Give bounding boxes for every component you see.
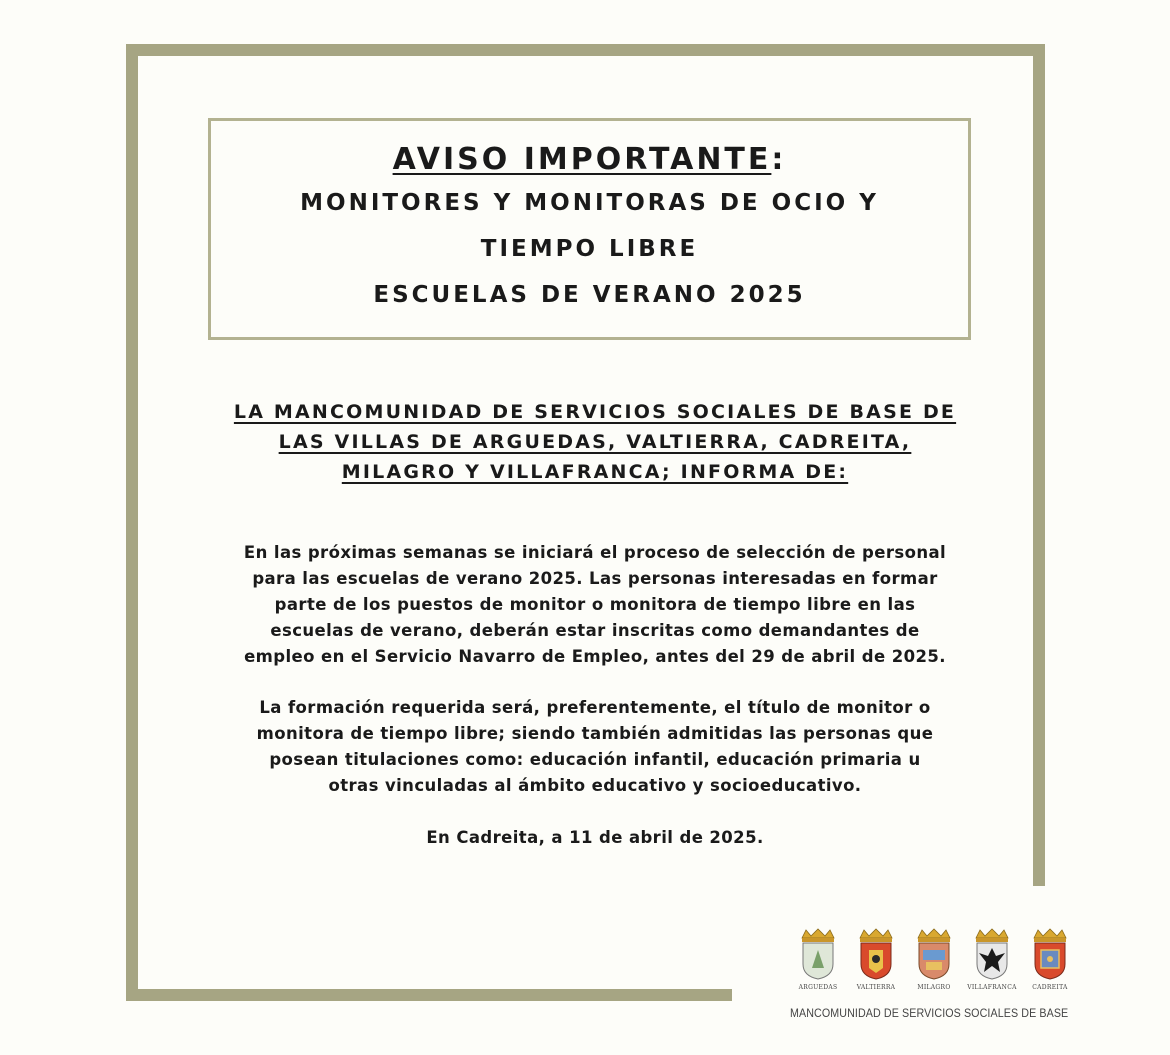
notice-title-colon: : [771,142,787,177]
paragraph-line: para las escuelas de verano 2025. Las personas interesadas en formar [252,569,938,588]
frame-right-border [1033,44,1045,886]
crest-cadreita [1028,928,1072,991]
paragraph-line: parte de los puestos de monitor o monitora de tiempo libre en las [274,595,916,614]
crest-label-cadreita: CADREITA [1032,984,1068,991]
arguedas-crest-icon [798,928,838,980]
frame-top-border [126,44,1045,56]
notice-title [393,140,787,180]
heading-line-3: MILAGRO Y VILLAFRANCA; INFORMA DE: [341,461,849,483]
paragraph-line: otras vinculadas al ámbito educativo y socioeducativo. [328,776,862,795]
municipal-logos [790,928,1080,1028]
organization-name: MANCOMUNIDAD DE SERVICIOS SOCIALES DE BASE [790,1008,1069,1020]
milagro-crest-icon [914,928,954,980]
paragraph-line: posean titulaciones como: educación infantil, educación primaria u [269,750,921,769]
frame-bottom-border [126,989,732,1001]
crest-label-villafranca: VILLAFRANCA [967,984,1017,991]
subtitle-line-3: ESCUELAS DE VERANO 2025 [373,282,806,308]
paragraph-line: monitora de tiempo libre; siendo también admitidas las personas que [256,724,934,743]
crest-label-milagro: MILAGRO [917,984,951,991]
crest-label-arguedas: ARGUEDAS [798,984,838,991]
subtitle-line-1: MONITORES Y MONITORAS DE OCIO Y [300,190,879,216]
title-box [208,118,971,340]
place-and-date: En Cadreita, a 11 de abril de 2025. [426,828,764,847]
paragraph-line: La formación requerida será, preferentemente, el título de monitor o [259,698,931,717]
valtierra-crest-icon [856,928,896,980]
crest-label-valtierra: VALTIERRA [856,984,896,991]
heading-line-2: LAS VILLAS DE ARGUEDAS, VALTIERRA, CADREITA, [278,431,912,453]
heading-line-1: LA MANCOMUNIDAD DE SERVICIOS SOCIALES DE BASE DE [233,401,957,423]
crest-arguedas [796,928,840,991]
crest-valtierra [854,928,898,991]
frame-left-border [126,44,138,1001]
paragraph-required-training [175,695,1015,799]
paragraph-line: escuelas de verano, deberán estar inscritas como demandantes de [270,621,920,640]
paragraph-selection-process [175,540,1015,670]
informing-heading [180,397,1010,487]
crest-villafranca [967,928,1017,991]
subtitle-line-2: TIEMPO LIBRE [480,236,699,262]
notice-title-text: AVISO IMPORTANTE [392,142,772,177]
villafranca-crest-icon [972,928,1012,980]
cadreita-crest-icon [1030,928,1070,980]
paragraph-line: empleo en el Servicio Navarro de Empleo, antes del 29 de abril de 2025. [244,647,946,666]
paragraph-line: En las próximas semanas se iniciará el proceso de selección de personal [243,543,947,562]
crest-milagro [912,928,956,991]
